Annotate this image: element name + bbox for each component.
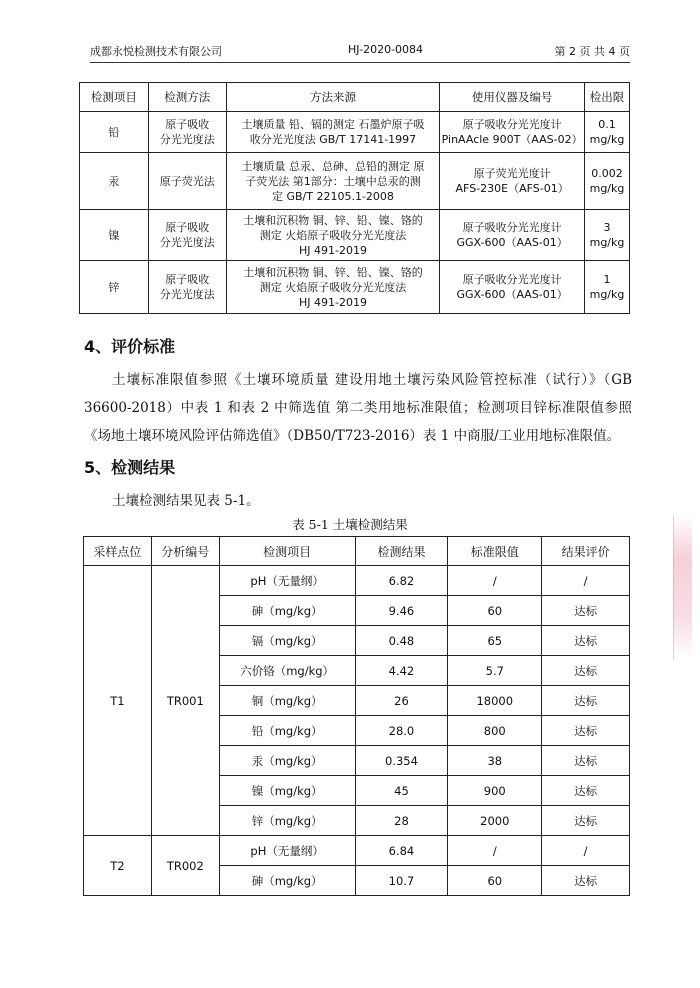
result-value: 28: [355, 806, 448, 836]
method-limit: 1 mg/kg: [585, 261, 630, 314]
col-header-item: 检测项目: [80, 83, 149, 112]
result-value: 9.46: [355, 596, 448, 626]
result-standard: 60: [448, 596, 542, 626]
method-item: 汞: [80, 153, 149, 210]
method-item: 铅: [80, 112, 149, 153]
method-limit: 0.002 mg/kg: [585, 153, 630, 210]
result-value: 28.0: [355, 716, 448, 746]
result-item: 铅（mg/kg）: [219, 716, 355, 746]
table-row: [80, 112, 630, 153]
result-evaluation: 达标: [542, 686, 630, 716]
result-value: 26: [355, 686, 448, 716]
result-standard: 900: [448, 776, 542, 806]
result-item: 镉（mg/kg）: [219, 626, 355, 656]
table-row: [80, 261, 630, 314]
result-standard: 5.7: [448, 656, 542, 686]
method-name: 原子吸收 分光光度法: [148, 112, 226, 153]
method-name: 原子荧光法: [148, 153, 226, 210]
result-item: 砷（mg/kg）: [219, 866, 355, 896]
method-instrument: 原子荧光光度计 AFS-230E（AFS-01）: [440, 153, 585, 210]
method-source: 土壤质量 铅、镉的测定 石墨炉原子吸 收分光光度法 GB/T 17141-1997: [226, 112, 440, 153]
results-header-row: [84, 537, 630, 566]
result-value: 4.42: [355, 656, 448, 686]
method-instrument: 原子吸收分光光度计 GGX-600（AAS-01）: [440, 210, 585, 261]
col-header-result: 检测结果: [355, 537, 448, 566]
method-limit: 3 mg/kg: [585, 210, 630, 261]
table-row: [80, 210, 630, 261]
result-standard: 65: [448, 626, 542, 656]
result-value: 6.84: [355, 836, 448, 866]
section-5-title: 5、检测结果: [84, 458, 176, 477]
seal-stamp-fragment: [673, 515, 692, 660]
sampling-site: T1: [84, 566, 152, 836]
method-limit: 0.1 mg/kg: [585, 112, 630, 153]
method-instrument: 原子吸收分光光度计 PinAAcle 900T（AAS-02）: [440, 112, 585, 153]
section-4-text: 土壤标准限值参照《土壤环境质量 建设用地土壤污染风险管控标准（试行）》（GB 36600-2018）中表 1 和表 2 中筛选值 第二类用地标准限值；检测项目锌标准限值参照《场地土壤环境风险评估筛选值》（DB50/T723-2016）表 1 中商服/工业用地标准限值。: [84, 372, 632, 444]
result-evaluation: 达标: [542, 656, 630, 686]
result-item: 汞（mg/kg）: [219, 746, 355, 776]
result-standard: 60: [448, 866, 542, 896]
result-evaluation: 达标: [542, 806, 630, 836]
report-number: HJ-2020-0084: [348, 43, 424, 56]
results-table: [83, 536, 630, 896]
result-evaluation: 达标: [542, 596, 630, 626]
result-value: 6.82: [355, 566, 448, 596]
result-value: 0.48: [355, 626, 448, 656]
result-item: 锌（mg/kg）: [219, 806, 355, 836]
result-evaluation: /: [542, 566, 630, 596]
analysis-code: TR002: [151, 836, 219, 896]
col-header-instrument: 使用仪器及编号: [440, 83, 585, 112]
result-standard: 38: [448, 746, 542, 776]
col-header-standard: 标准限值: [448, 537, 542, 566]
method-item: 镍: [80, 210, 149, 261]
result-evaluation: 达标: [542, 716, 630, 746]
result-evaluation: 达标: [542, 746, 630, 776]
result-evaluation: 达标: [542, 626, 630, 656]
result-item: 砷（mg/kg）: [219, 596, 355, 626]
result-standard: 800: [448, 716, 542, 746]
col-header-code: 分析编号: [151, 537, 219, 566]
col-header-source: 方法来源: [226, 83, 440, 112]
col-header-method: 检测方法: [148, 83, 226, 112]
table-row: [84, 566, 630, 596]
result-standard: 18000: [448, 686, 542, 716]
method-instrument: 原子吸收分光光度计 GGX-600（AAS-01）: [440, 261, 585, 314]
result-evaluation: /: [542, 836, 630, 866]
col-header-limit: 检出限: [585, 83, 630, 112]
page-number: 第 2 页 共 4 页: [554, 45, 630, 58]
method-item: 锌: [80, 261, 149, 314]
methods-table: [79, 82, 630, 314]
result-evaluation: 达标: [542, 776, 630, 806]
methods-header-row: [80, 83, 630, 112]
method-source: 土壤和沉积物 铜、锌、铅、镍、铬的 测定 火焰原子吸收分光光度法 HJ 491-2019: [226, 261, 440, 314]
result-item: 镍（mg/kg）: [219, 776, 355, 806]
table-row: [80, 153, 630, 210]
table-row: [84, 836, 630, 866]
result-value: 45: [355, 776, 448, 806]
method-name: 原子吸收 分光光度法: [148, 210, 226, 261]
col-header-item: 检测项目: [219, 537, 355, 566]
result-standard: /: [448, 836, 542, 866]
col-header-evaluation: 结果评价: [542, 537, 630, 566]
result-standard: 2000: [448, 806, 542, 836]
result-item: 六价铬（mg/kg）: [219, 656, 355, 686]
result-evaluation: 达标: [542, 866, 630, 896]
result-value: 10.7: [355, 866, 448, 896]
analysis-code: TR001: [151, 566, 219, 836]
section-4-title: 4、评价标准: [84, 337, 176, 356]
result-standard: /: [448, 566, 542, 596]
result-item: pH（无量纲）: [219, 836, 355, 866]
result-value: 0.354: [355, 746, 448, 776]
sampling-site: T2: [84, 836, 152, 896]
table-caption: 表 5-1 土壤检测结果: [292, 517, 408, 532]
company-name: 成都永悦检测技术有限公司: [90, 45, 222, 58]
section-5-text: 土壤检测结果见表 5-1。: [112, 493, 260, 509]
page-header: [90, 40, 630, 63]
col-header-site: 采样点位: [84, 537, 152, 566]
result-item: 铜（mg/kg）: [219, 686, 355, 716]
method-source: 土壤质量 总汞、总砷、总铅的测定 原 子荧光法 第1部分：土壤中总汞的测 定 GB/T 22105.1-2008: [226, 153, 440, 210]
method-source: 土壤和沉积物 铜、锌、铅、镍、铬的 测定 火焰原子吸收分光光度法 HJ 491-2019: [226, 210, 440, 261]
result-item: pH（无量纲）: [219, 566, 355, 596]
method-name: 原子吸收 分光光度法: [148, 261, 226, 314]
